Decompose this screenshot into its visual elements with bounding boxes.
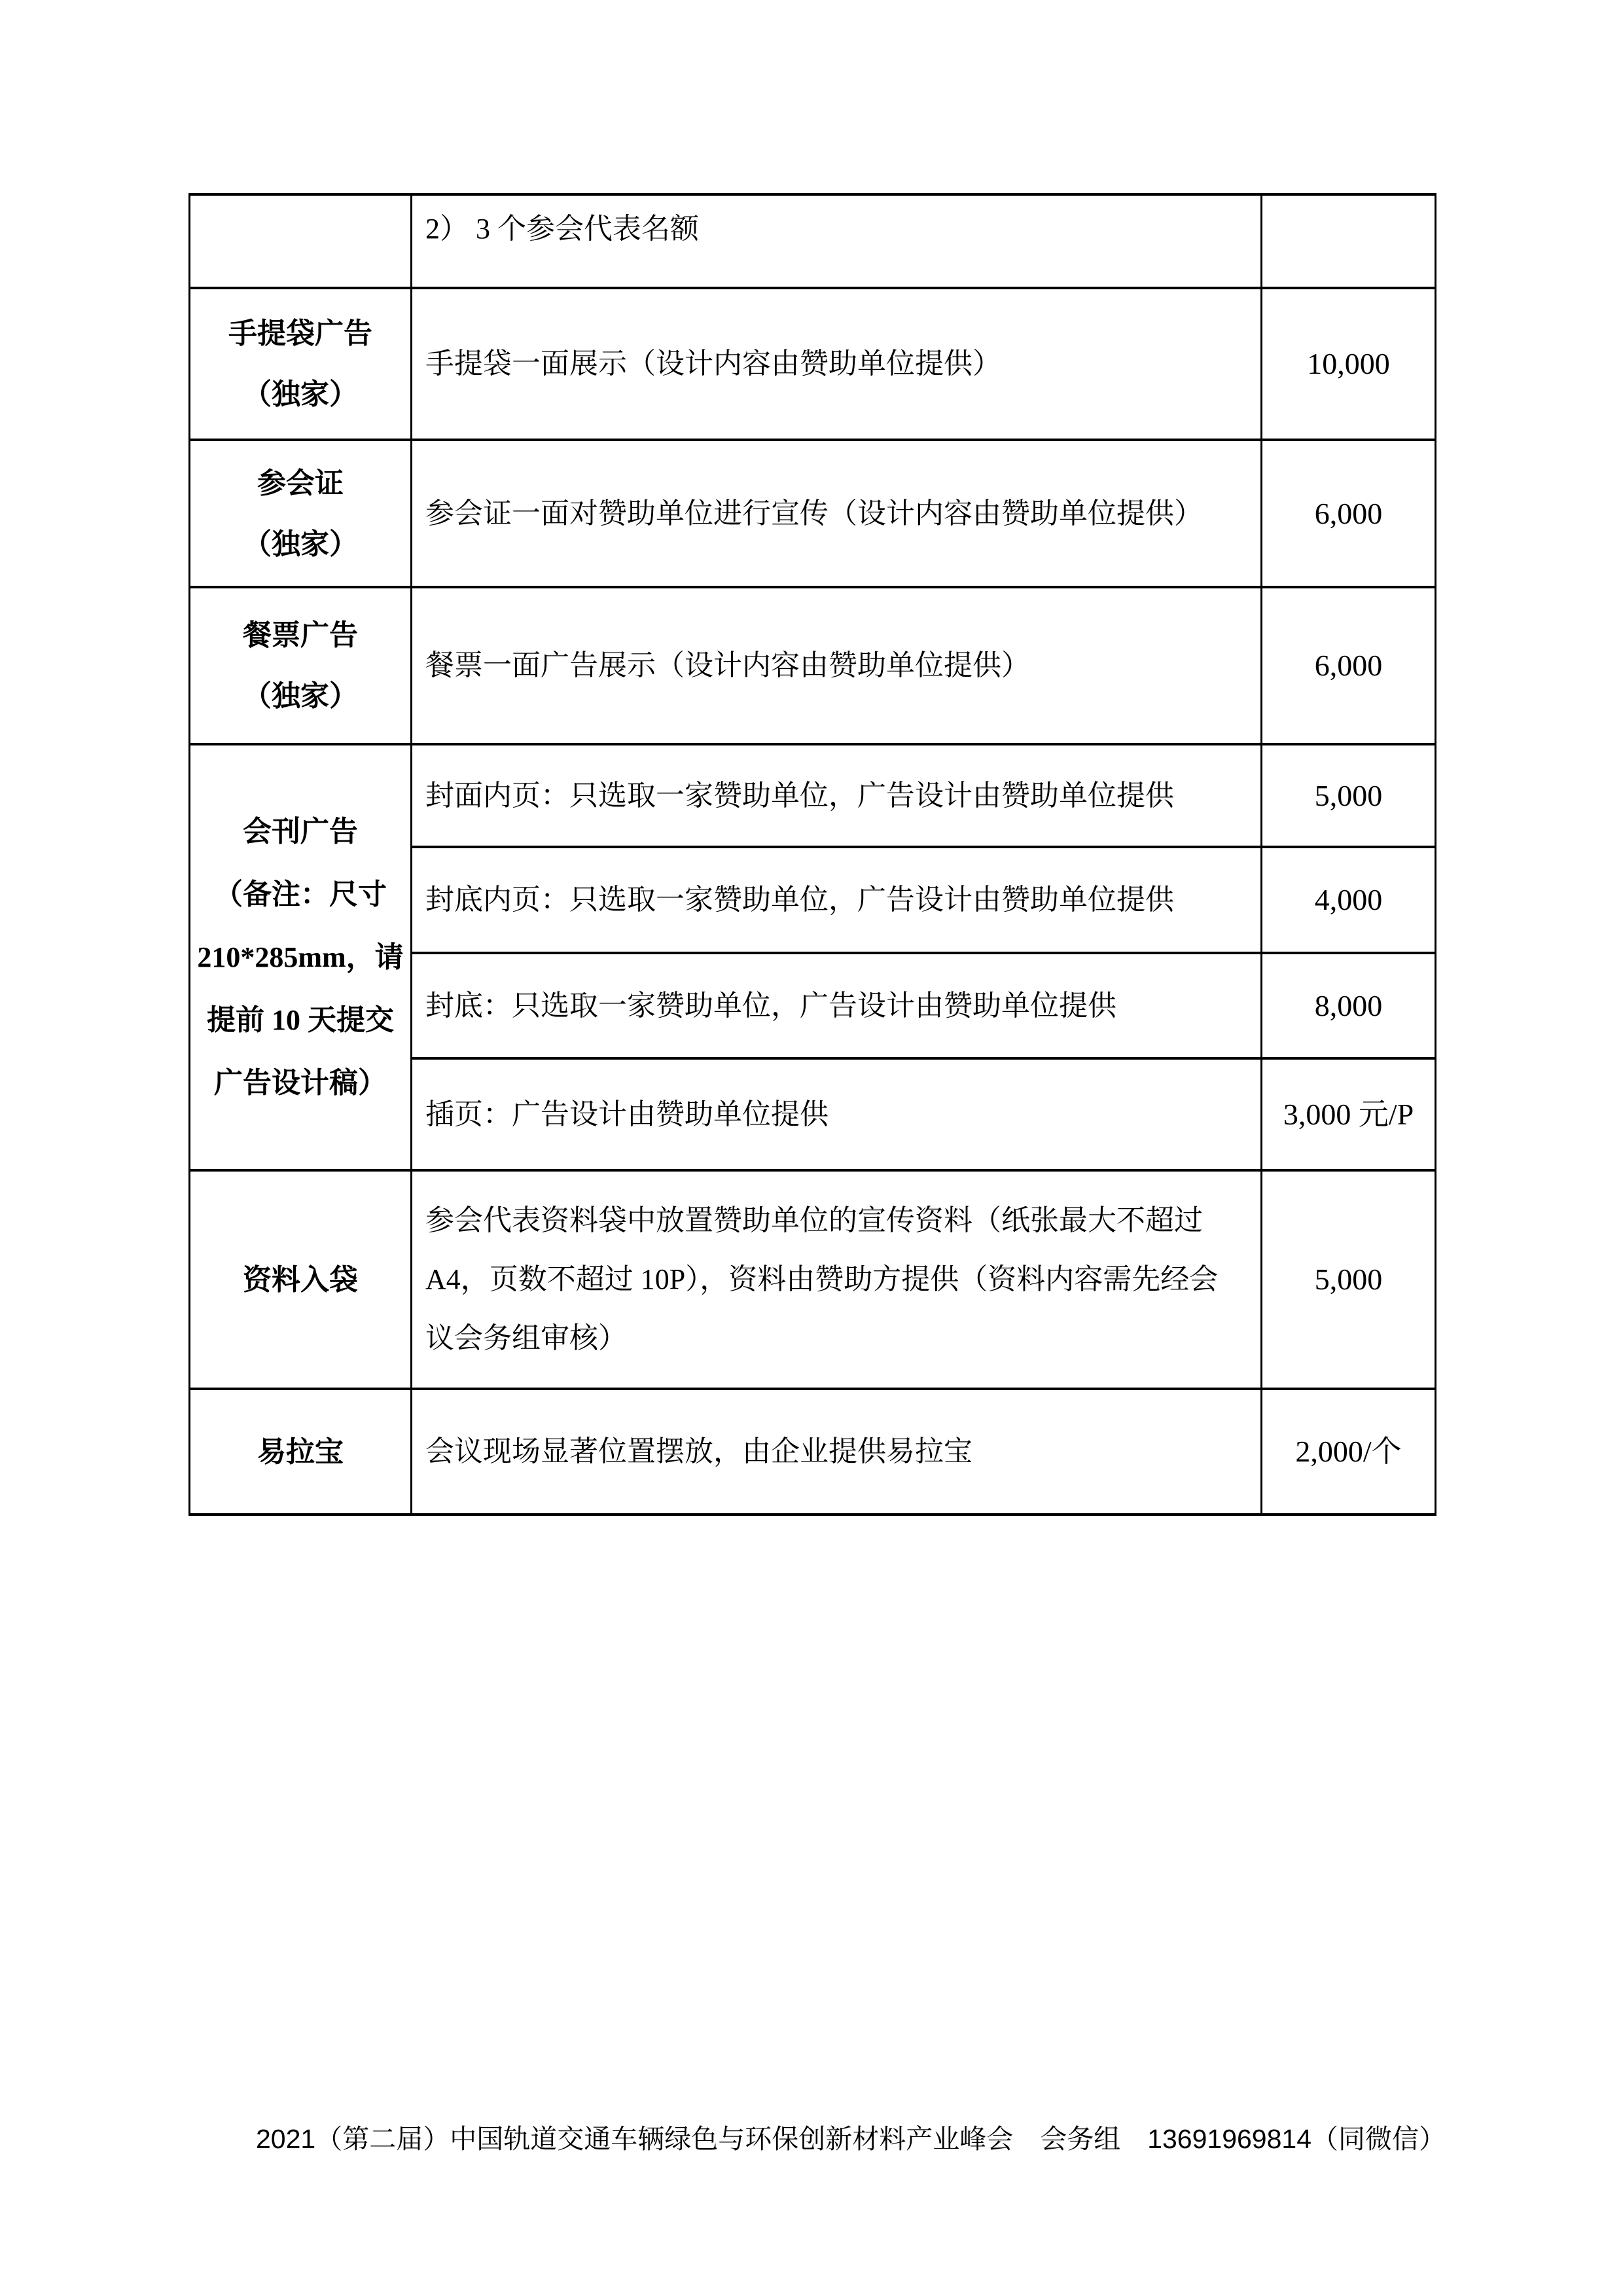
- item-price-cell: [1262, 744, 1436, 847]
- price-text: 3,000 元/P: [1283, 1097, 1414, 1131]
- description-text: 手提袋一面展示（设计内容由赞助单位提供）: [425, 348, 1001, 380]
- description-text: 餐票一面广告展示（设计内容由赞助单位提供）: [425, 649, 1030, 681]
- description-text: 2） 3 个参会代表名额: [425, 213, 699, 245]
- item-description-cell: [412, 440, 1262, 587]
- item-price-cell: [1262, 440, 1436, 587]
- label-line: 手提袋广告: [228, 317, 372, 350]
- price-text: 8,000: [1314, 988, 1383, 1022]
- page-footer: 2021（第二届）中国轨道交通车辆绿色与环保创新材料产业峰会 会务组 13691969814（同微信）: [255, 2124, 1446, 2154]
- item-description-cell: [412, 744, 1262, 847]
- item-label-cell: [190, 587, 412, 744]
- description-text: 参会证一面对赞助单位进行宣传（设计内容由赞助单位提供）: [425, 497, 1203, 529]
- label-line: （独家）: [243, 378, 358, 410]
- table-row-badge-ad: [190, 440, 1436, 587]
- label-line: 参会证: [257, 467, 344, 499]
- label-line: 广告设计稿）: [214, 1066, 387, 1099]
- description-text: 封底：只选取一家赞助单位，广告设计由赞助单位提供: [425, 989, 1116, 1022]
- item-label-cell: [190, 440, 412, 587]
- sponsorship-price-table: [188, 193, 1436, 1516]
- description-text: 封底内页：只选取一家赞助单位，广告设计由赞助单位提供: [425, 884, 1174, 916]
- item-description-cell: [412, 194, 1262, 288]
- item-description-cell: [412, 1389, 1262, 1515]
- item-description-cell: [412, 288, 1262, 440]
- price-text: 6,000: [1314, 649, 1383, 682]
- item-label-cell: [190, 1170, 412, 1389]
- label-line: 210*285mm，请: [197, 941, 404, 973]
- item-label-cell-empty: [190, 194, 412, 288]
- label-line: 餐票广告: [243, 619, 358, 651]
- table-row-rollup-banner: [190, 1389, 1436, 1515]
- table-row-journal-front-inner: [190, 744, 1436, 847]
- item-price-cell: [1262, 1058, 1436, 1170]
- description-text: 参会代表资料袋中放置赞助单位的宣传资料（纸张最大不超过 A4，页数不超过 10P），资料由赞助方提供（资料内容需先经会议会务组审核）: [425, 1204, 1219, 1354]
- item-price-cell-empty: [1262, 194, 1436, 288]
- item-price-cell: [1262, 587, 1436, 744]
- item-price-cell: [1262, 1170, 1436, 1389]
- label-line: （独家）: [243, 680, 358, 712]
- price-text: 10,000: [1307, 347, 1390, 380]
- item-price-cell: [1262, 953, 1436, 1058]
- description-text: 插页：广告设计由赞助单位提供: [425, 1098, 829, 1130]
- journal-ad-label-cell: [190, 744, 412, 1170]
- label-line: （备注：尺寸: [214, 878, 387, 910]
- item-description-cell: [412, 847, 1262, 953]
- label-line: 易拉宝: [257, 1435, 344, 1468]
- item-label-cell: [190, 1389, 412, 1515]
- price-text: 5,000: [1314, 778, 1383, 812]
- price-text: 5,000: [1314, 1263, 1383, 1296]
- item-price-cell: [1262, 1389, 1436, 1515]
- description-text: 会议现场显著位置摆放，由企业提供易拉宝: [425, 1435, 972, 1467]
- table-row-material-bag: [190, 1170, 1436, 1389]
- item-description-cell: [412, 1170, 1262, 1389]
- label-line: 资料入袋: [243, 1263, 358, 1296]
- item-description-cell: [412, 1058, 1262, 1170]
- label-line: 提前 10 天提交: [207, 1003, 394, 1036]
- label-line: （独家）: [243, 528, 358, 560]
- item-description-cell: [412, 587, 1262, 744]
- price-text: 6,000: [1314, 496, 1383, 530]
- table-row-continuation: [190, 194, 1436, 288]
- item-price-cell: [1262, 288, 1436, 440]
- item-description-cell: [412, 953, 1262, 1058]
- item-price-cell: [1262, 847, 1436, 953]
- item-label-cell: [190, 288, 412, 440]
- table-row-meal-ticket-ad: [190, 587, 1436, 744]
- table-row-bag-ad: [190, 288, 1436, 440]
- description-text: 封面内页：只选取一家赞助单位，广告设计由赞助单位提供: [425, 779, 1174, 812]
- label-line: 会刊广告: [243, 815, 358, 848]
- price-text: 2,000/个: [1295, 1435, 1402, 1468]
- price-text: 4,000: [1314, 883, 1383, 916]
